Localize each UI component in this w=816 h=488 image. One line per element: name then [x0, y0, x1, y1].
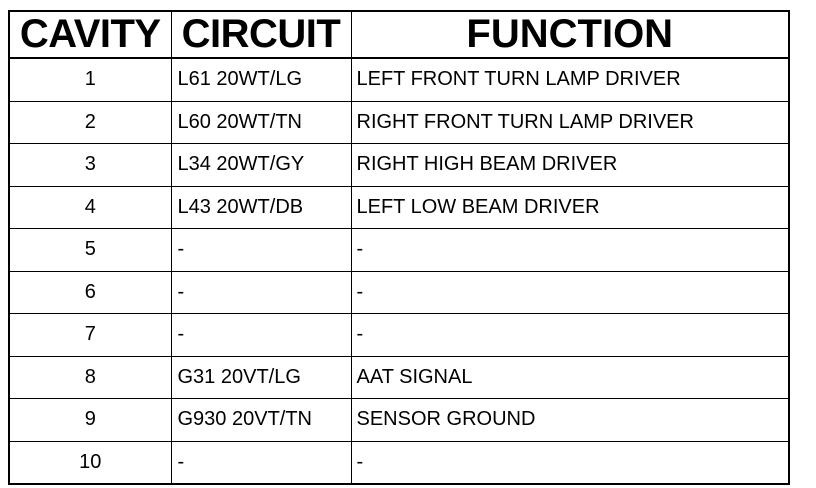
circuit-cell: -	[171, 314, 351, 357]
table-row	[9, 399, 789, 442]
function-column-header: FUNCTION	[351, 11, 789, 58]
circuit-cell: L34 20WT/GY	[171, 144, 351, 187]
cavity-cell: 6	[9, 271, 171, 314]
cavity-cell: 9	[9, 399, 171, 442]
circuit-cell: -	[171, 229, 351, 272]
circuit-cell: G31 20VT/LG	[171, 356, 351, 399]
function-cell: SENSOR GROUND	[351, 399, 789, 442]
circuit-cell: L60 20WT/TN	[171, 101, 351, 144]
cavity-cell: 3	[9, 144, 171, 187]
circuit-cell: -	[171, 441, 351, 484]
cavity-cell: 5	[9, 229, 171, 272]
function-cell: LEFT FRONT TURN LAMP DRIVER	[351, 58, 789, 101]
function-cell: AAT SIGNAL	[351, 356, 789, 399]
circuit-cell: L61 20WT/LG	[171, 58, 351, 101]
connector-pinout-table	[8, 10, 790, 485]
table-row	[9, 58, 789, 101]
function-cell: -	[351, 271, 789, 314]
cavity-cell: 10	[9, 441, 171, 484]
circuit-column-header: CIRCUIT	[171, 11, 351, 58]
function-cell: -	[351, 441, 789, 484]
cavity-cell: 7	[9, 314, 171, 357]
table-row	[9, 229, 789, 272]
circuit-cell: -	[171, 271, 351, 314]
circuit-cell: G930 20VT/TN	[171, 399, 351, 442]
function-cell: RIGHT FRONT TURN LAMP DRIVER	[351, 101, 789, 144]
table-header	[9, 11, 789, 58]
cavity-cell: 8	[9, 356, 171, 399]
function-cell: LEFT LOW BEAM DRIVER	[351, 186, 789, 229]
cavity-cell: 2	[9, 101, 171, 144]
table-row	[9, 441, 789, 484]
table-body	[9, 58, 789, 484]
function-cell: -	[351, 314, 789, 357]
table-row	[9, 186, 789, 229]
function-cell: RIGHT HIGH BEAM DRIVER	[351, 144, 789, 187]
table-row	[9, 356, 789, 399]
table-row	[9, 144, 789, 187]
table-row	[9, 314, 789, 357]
cavity-column-header: CAVITY	[9, 11, 171, 58]
table-row	[9, 101, 789, 144]
cavity-cell: 1	[9, 58, 171, 101]
function-cell: -	[351, 229, 789, 272]
header-row	[9, 11, 789, 58]
cavity-cell: 4	[9, 186, 171, 229]
circuit-cell: L43 20WT/DB	[171, 186, 351, 229]
table-row	[9, 271, 789, 314]
